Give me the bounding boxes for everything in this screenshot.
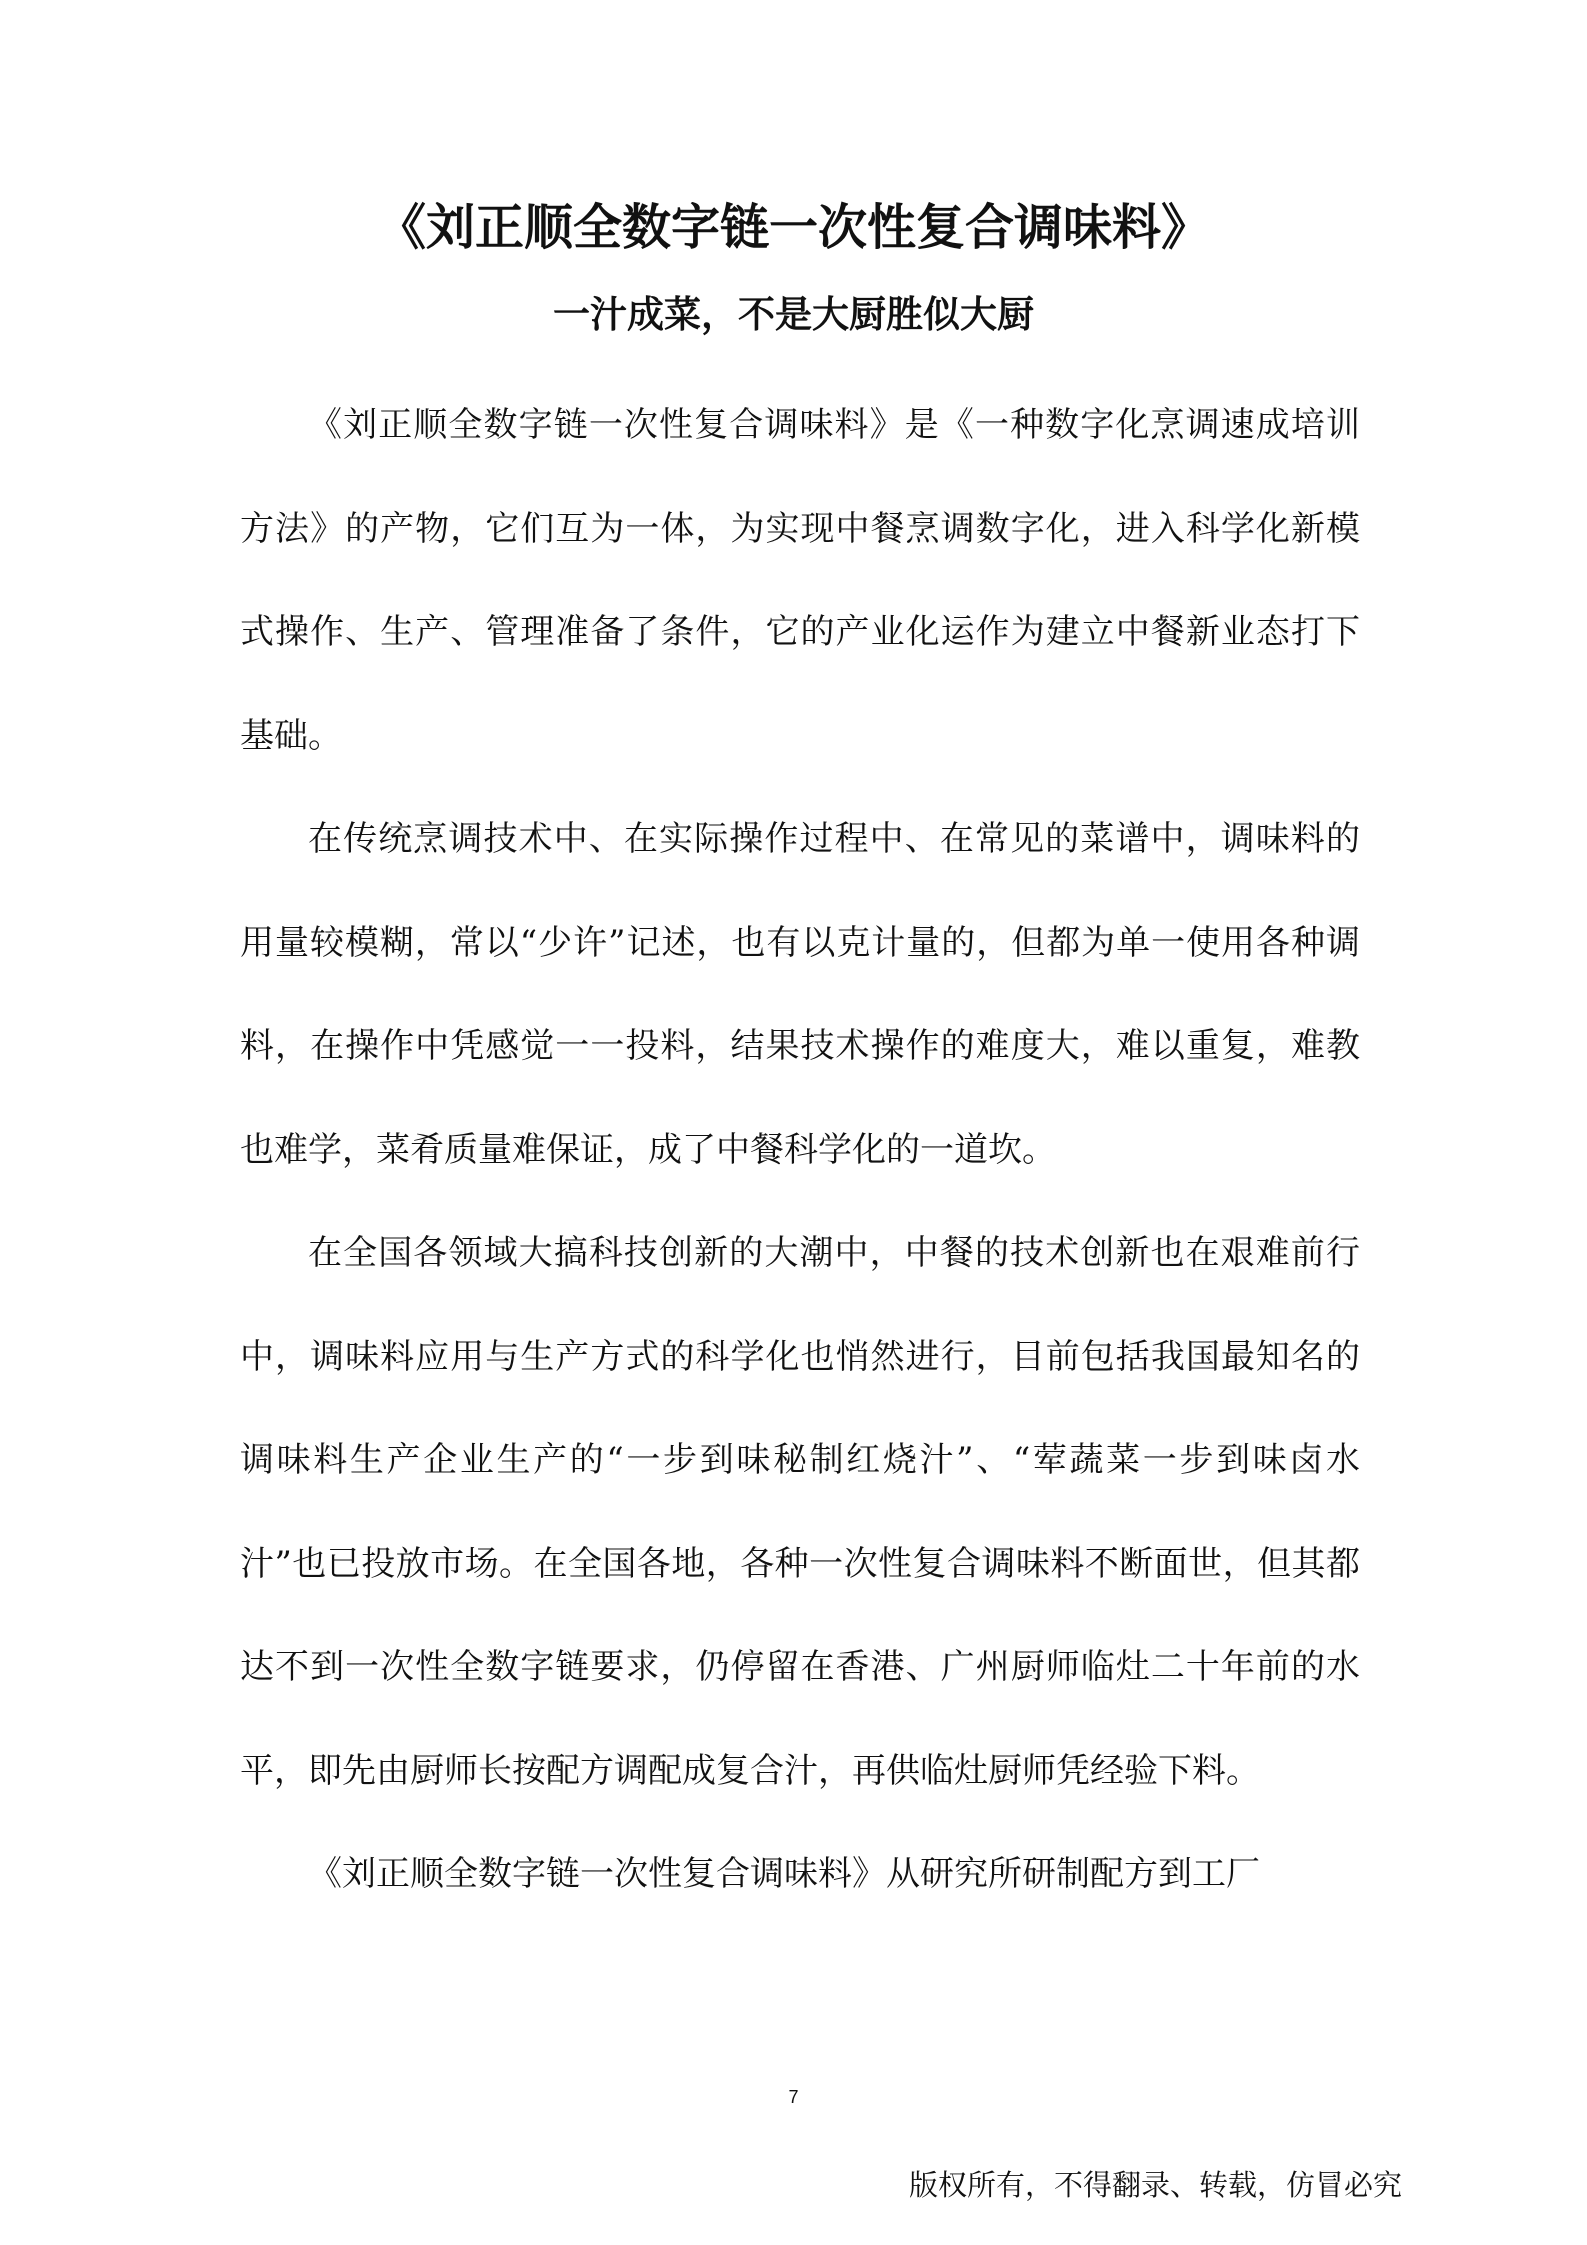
document-body	[240, 374, 1360, 1927]
document-title: 《刘正顺全数字链一次性复合调味料》	[376, 198, 1210, 256]
copyright-footer: 版权所有，不得翻录、转载，仿冒必究	[908, 2168, 1402, 2202]
document-subtitle: 一汁成菜，不是大厨胜似大厨	[553, 292, 1034, 336]
paragraph-2: 在传统烹调技术中、在实际操作过程中、在常见的菜谱中，调味料的用量较模糊，常以“少许”记述，也有以克计量的，但都为单一使用各种调料，在操作中凭感觉一一投料，结果技术操作的难度大，难以重复，难教也难学，菜肴质量难保证，成了中餐科学化的一道坎。	[240, 819, 1360, 1170]
page-number: 7	[788, 2087, 799, 2107]
paragraph-1: 《刘正顺全数字链一次性复合调味料》是《一种数字化烹调速成培训方法》的产物，它们互为一体，为实现中餐烹调数字化，进入科学化新模式操作、生产、管理准备了条件，它的产业化运作为建立中餐新业态打下基础。	[240, 405, 1360, 756]
paragraph-3: 在全国各领域大搞科技创新的大潮中，中餐的技术创新也在艰难前行中，调味料应用与生产方式的科学化也悄然进行，目前包括我国最知名的调味料生产企业生产的“一步到味秘制红烧汁”、“荤蔬菜一步到味卤水汁”也已投放市场。在全国各地，各种一次性复合调味料不断面世，但其都达不到一次性全数字链要求，仍停留在香港、广州厨师临灶二十年前的水平，即先由厨师长按配方调配成复合汁，再供临灶厨师凭经验下料。	[240, 1233, 1360, 1791]
paragraph-4: 《刘正顺全数字链一次性复合调味料》从研究所研制配方到工厂	[308, 1854, 1260, 1894]
